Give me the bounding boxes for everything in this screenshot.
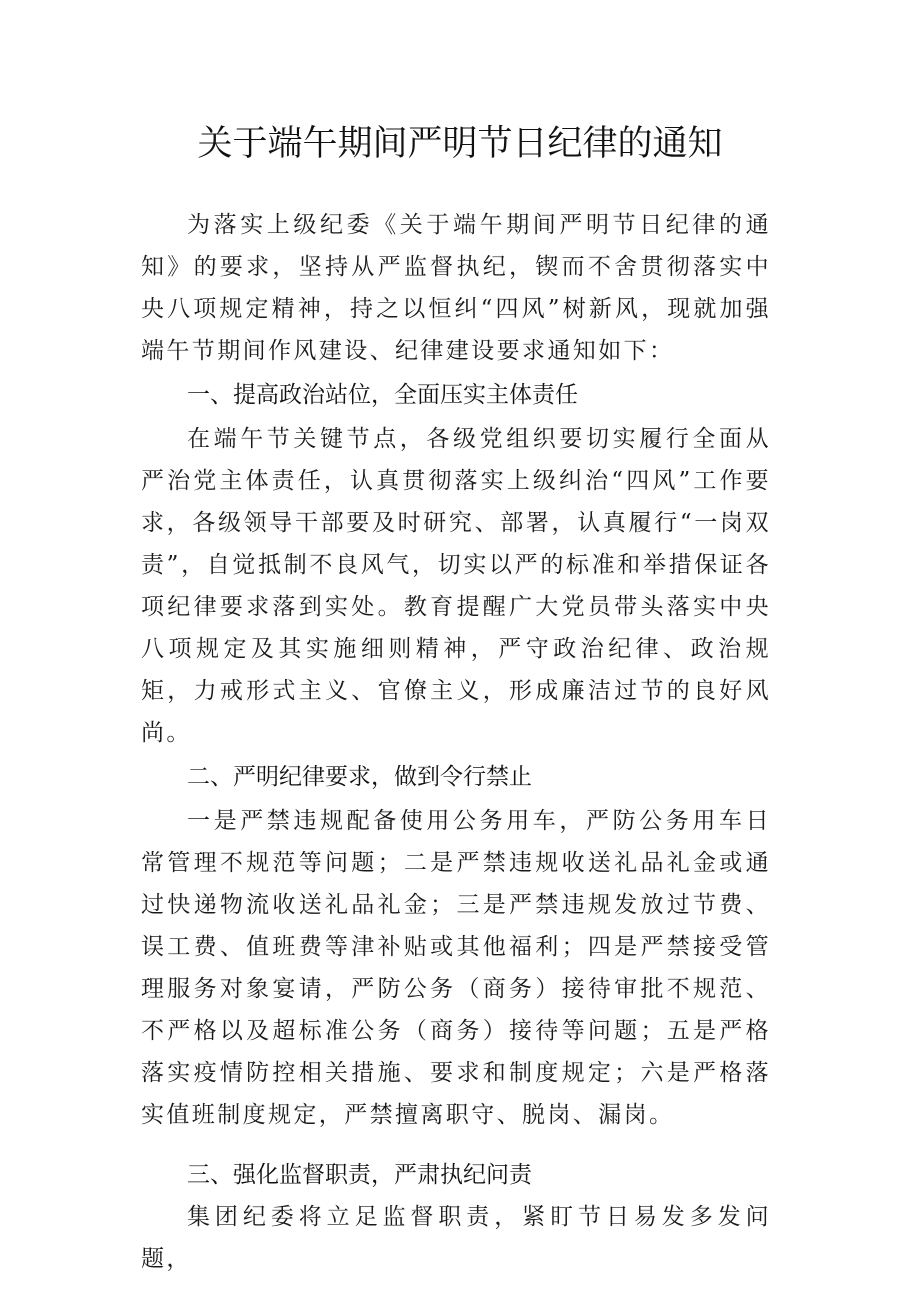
section-3-heading: 三、强化监督职责，严肃执纪问责 xyxy=(187,1162,532,1188)
intro-paragraph: 为落实上级纪委《关于端午期间严明节日纪律的通知》的要求，坚持从严监督执纪，锲而不舍贯彻落实中央八项规定精神，持之以恒纠“四风”树新风，现就加强端午节期间作风建设、纪律建设要求通知如下： xyxy=(141,212,771,364)
document-body xyxy=(141,204,771,1280)
section-3-paragraph: 集团纪委将立足监督职责，紧盯节日易发多发问题， xyxy=(141,1204,771,1272)
section-1-heading: 一、提高政治站位，全面压实主体责任 xyxy=(187,382,578,408)
section-2-paragraph: 一是严禁违规配备使用公务用车，严防公务用车日常管理不规范等问题；二是严禁违规收送礼品礼金或通过快递物流收送礼品礼金；三是严禁违规发放过节费、误工费、值班费等津补贴或其他福利；四是严禁接受管理服务对象宴请，严防公务（商务）接待审批不规范、不严格以及超标准公务（商务）接待等问题；五是严格落实疫情防控相关措施、要求和制度规定；六是严格落实值班制度规定，严禁擅离职守、脱岗、漏岗。 xyxy=(141,808,771,1128)
section-1-paragraph: 在端午节关键节点，各级党组织要切实履行全面从严治党主体责任，认真贯彻落实上级纠治“四风”工作要求，各级领导干部要及时研究、部署，认真履行“一岗双责”，自觉抵制不良风气，切实以严的标准和举措保证各项纪律要求落到实处。教育提醒广大党员带头落实中央八项规定及其实施细则精神，严守政治纪律、政治规矩，力戒形式主义、官僚主义，形成廉洁过节的良好风尚。 xyxy=(141,426,771,746)
section-2-heading: 二、严明纪律要求，做到令行禁止 xyxy=(187,764,532,790)
document-title: 关于端午期间严明节日纪律的通知 xyxy=(197,124,723,164)
